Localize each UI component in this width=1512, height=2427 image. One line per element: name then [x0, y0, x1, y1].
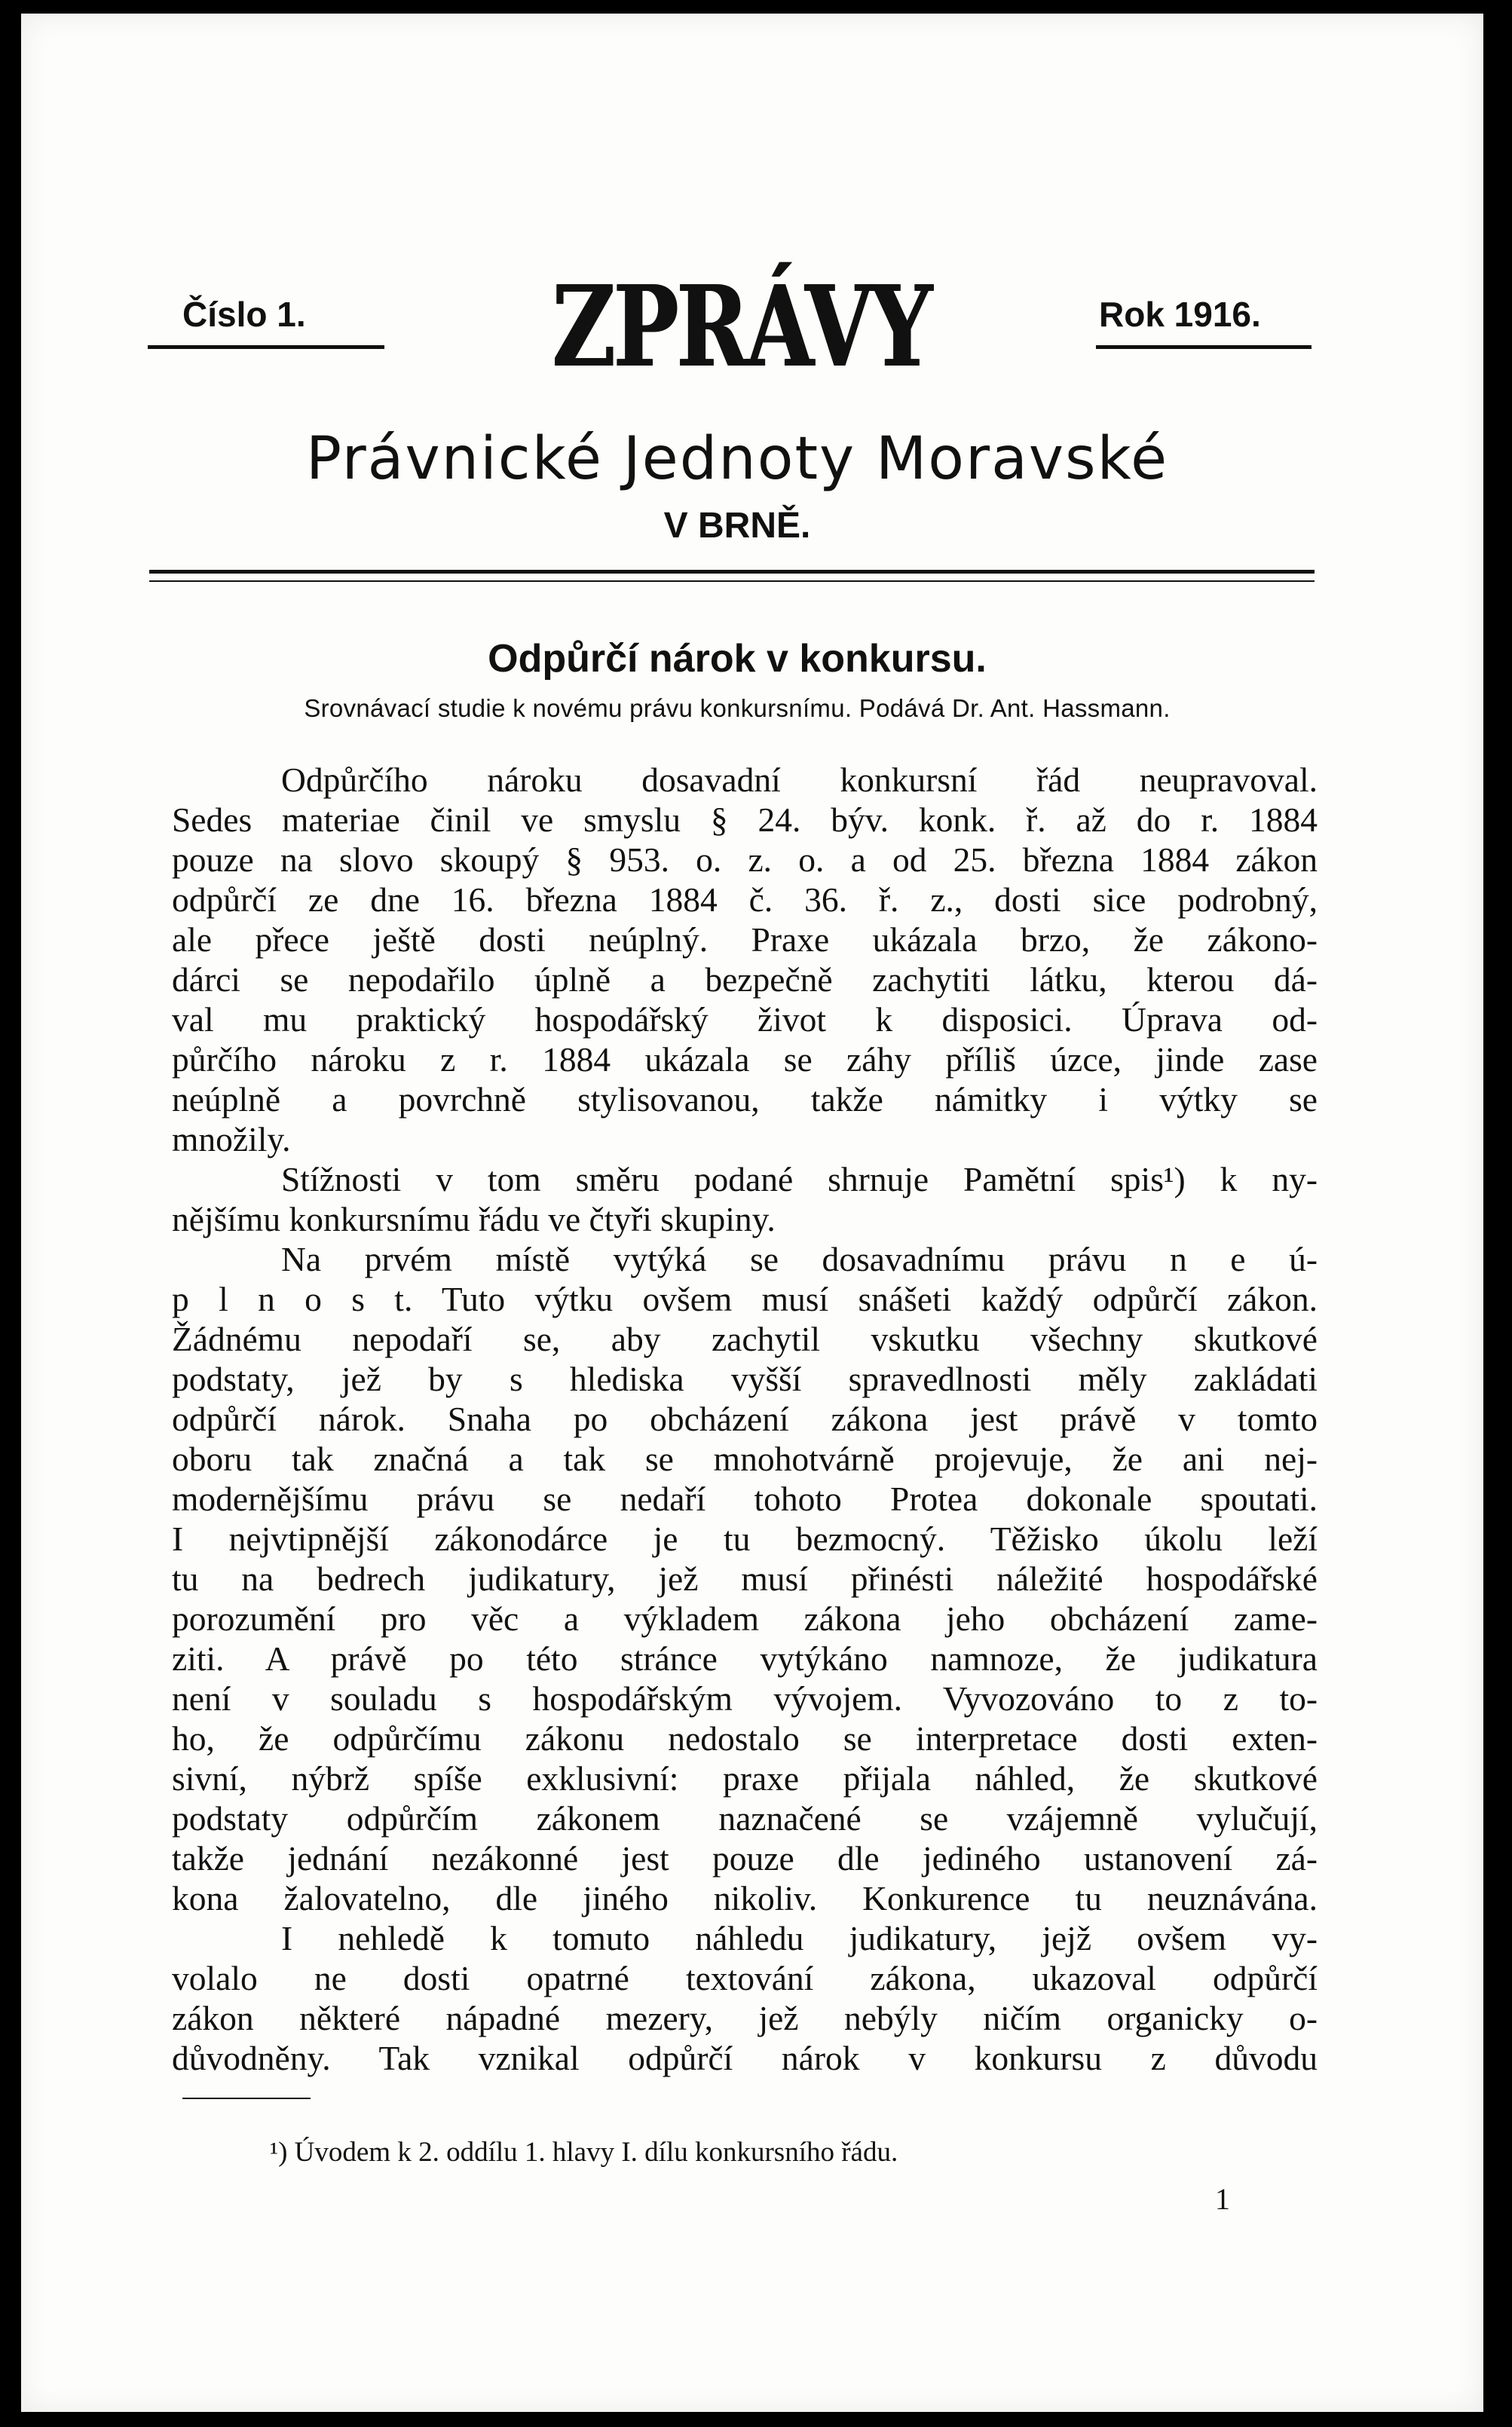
body-line: není v souladu s hospodářským vývojem. Vyvozováno to z to- [172, 1679, 1318, 1718]
body-line: Odpůrčího nároku dosavadní konkursní řád neupravoval. [281, 761, 1318, 799]
year-underline [1096, 345, 1312, 349]
body-line: tu na bedrech judikatury, jež musí přinésti náležité hospodářské [172, 1559, 1318, 1598]
body-line: Stížnosti v tom směru podané shrnuje Pamětní spis¹) k ny- [281, 1160, 1318, 1198]
body-line: důvodněny. Tak vznikal odpůrčí nárok v konkursu z důvodu [172, 2039, 1318, 2077]
body-line: Sedes materiae činil ve smyslu § 24. býv. konk. ř. až do r. 1884 [172, 800, 1318, 839]
body-line: pouze na slovo skoupý § 953. o. z. o. a od 25. března 1884 zákon [172, 840, 1318, 879]
body-line: podstaty odpůrčím zákonem naznačené se vzájemně vylučují, [172, 1799, 1318, 1838]
body-line: modernějšímu právu se nedaří tohoto Protea dokonale spoutati. [172, 1480, 1318, 1518]
masthead-divider-thick [149, 570, 1315, 574]
body-line: odpůrčí ze dne 16. března 1884 č. 36. ř. z., dosti sice podrobný, [172, 880, 1318, 919]
body-line: půrčího nároku z r. 1884 ukázala se záhy příliš úzce, jinde zase [172, 1040, 1318, 1079]
journal-city: V BRNĚ. [663, 506, 811, 546]
body-line: Žádnému nepodaří se, aby zachytil vskutku všechny skutkové [172, 1320, 1318, 1358]
footnote-rule [182, 2098, 311, 2099]
masthead-divider-thin [149, 580, 1315, 582]
body-line: oboru tak značná a tak se mnohotvárně projevuje, že ani nej- [172, 1440, 1318, 1478]
body-line: odpůrčí nárok. Snaha po obcházení zákona jest právě v tomto [172, 1400, 1318, 1438]
issue-number: Číslo 1. [182, 295, 306, 334]
footnote: ¹) Úvodem k 2. oddílu 1. hlavy I. dílu konkursního řádu. [270, 2137, 898, 2168]
body-line: ale přece ještě dosti neúplný. Praxe ukázala brzo, že zákono- [172, 920, 1318, 959]
body-line: ziti. A právě po této stránce vytýkáno namnoze, že judikatura [172, 1639, 1318, 1678]
article-body [172, 760, 1318, 2078]
body-line: ho, že odpůrčímu zákonu nedostalo se interpretace dosti exten- [172, 1719, 1318, 1758]
body-line: neúplně a povrchně stylisovanou, takže námitky i výtky se [172, 1080, 1318, 1119]
body-line: nějšímu konkursnímu řádu ve čtyři skupiny. [172, 1200, 776, 1238]
body-line: kona žalovatelno, dle jiného nikoliv. Konkurence tu neuznávána. [172, 1879, 1318, 1917]
page-number: 1 [1215, 2182, 1230, 2216]
body-line: p l n o s t. Tuto výtku ovšem musí snášeti každý odpůrčí zákon. [172, 1280, 1318, 1318]
body-line: takže jednání nezákonné jest pouze dle jediného ustanovení zá- [172, 1839, 1318, 1878]
body-line: zákon některé nápadné mezery, jež nebýly ničím organicky o- [172, 1999, 1318, 2037]
issue-underline [148, 345, 384, 349]
body-line: Na prvém místě vytýká se dosavadnímu právu n e ú- [281, 1240, 1318, 1278]
body-line: podstaty, jež by s hlediska vyšší spravedlnosti měly zakládati [172, 1360, 1318, 1398]
article-subtitle: Srovnávací studie k novému právu konkursnímu. Podává Dr. Ant. Hassmann. [304, 694, 1171, 722]
issue-year: Rok 1916. [1099, 295, 1261, 334]
body-line: sivní, nýbrž spíše exklusivní: praxe přijala náhled, že skutkové [172, 1759, 1318, 1798]
body-line: volalo ne dosti opatrné textování zákona, ukazoval odpůrčí [172, 1959, 1318, 1997]
body-line: I nehledě k tomuto náhledu judikatury, jejž ovšem vy- [281, 1919, 1318, 1957]
body-line: val mu praktický hospodářský život k disposici. Úprava od- [172, 1000, 1318, 1039]
body-line: dárci se nepodařilo úplně a bezpečně zachytiti látku, kterou dá- [172, 960, 1318, 999]
journal-subtitle: Právnické Jednoty Moravské [305, 425, 1169, 493]
body-line: porozumění pro věc a výkladem zákona jeho obcházení zame- [172, 1599, 1318, 1638]
article-title: Odpůrčí nárok v konkursu. [488, 637, 987, 681]
document-page [21, 14, 1483, 2412]
journal-title: ZPRÁVY [551, 261, 930, 392]
body-line: I nejvtipnější zákonodárce je tu bezmocný. Těžisko úkolu leží [172, 1520, 1318, 1558]
body-line: množily. [172, 1120, 291, 1158]
